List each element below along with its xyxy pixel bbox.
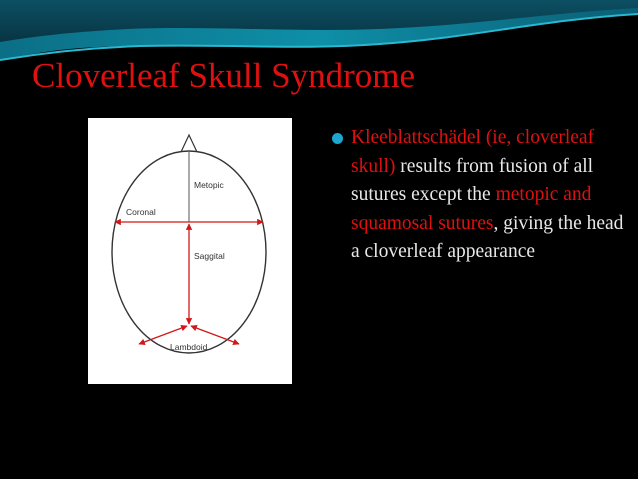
term-metopic-squamosal: metopic and squamosal sutures — [351, 184, 592, 234]
label-coronal: Coronal — [126, 207, 156, 217]
anterior-fontanelle-triangle — [181, 135, 197, 152]
label-saggital: Saggital — [194, 251, 225, 261]
term-kleeblattschadel: Kleeblattschädel (ie, cloverleaf skull) — [351, 127, 595, 177]
slide-title: Cloverleaf Skull Syndrome — [32, 56, 416, 95]
label-lambdoid: Lambdoid — [170, 342, 208, 352]
bullet-item — [351, 124, 630, 267]
label-metopic: Metopic — [194, 180, 224, 190]
text-segment: , giving the head a cloverleaf appearance — [351, 212, 624, 262]
bullet-dot-icon — [332, 133, 343, 144]
bullet-list — [330, 124, 630, 267]
skull-sutures-diagram — [88, 118, 292, 384]
text-segment: results from fusion of all sutures except the — [351, 155, 594, 205]
